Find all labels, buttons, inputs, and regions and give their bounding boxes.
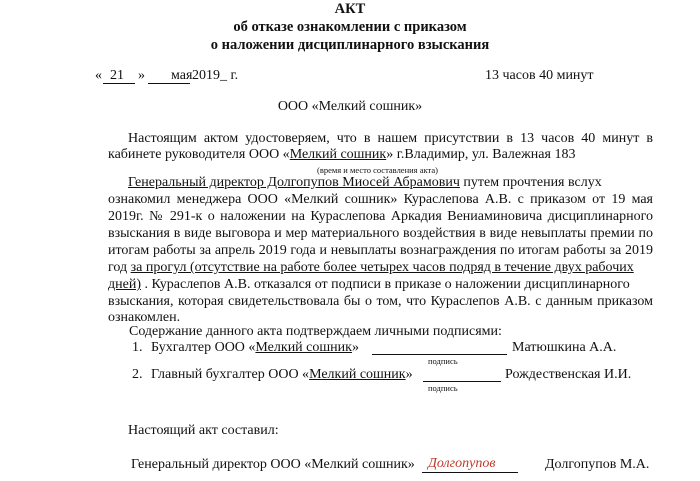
date-day-underline <box>103 83 135 84</box>
signatory2-number: 2. <box>132 367 143 382</box>
signatory2-position: Главный бухгалтер ООО «Мелкий сошник» <box>151 367 413 382</box>
signatory1-position: Бухгалтер ООО «Мелкий сошник» <box>151 340 359 355</box>
paragraph2-line7: дней) . Кураслепов А.В. отказался от подписи в приказе о наложении дисциплинарного <box>108 277 630 292</box>
director-name-underlined: Генеральный директор Долгопупов Миосей Абрамович <box>128 175 460 190</box>
doc-subtitle-line1: об отказе ознакомлении с приказом <box>233 19 467 35</box>
signatory1-number: 1. <box>132 340 143 355</box>
author-name: Долгопупов М.А. <box>545 457 650 472</box>
date-month: мая <box>171 68 193 83</box>
absence-reason-end-underlined: дней) <box>108 277 141 292</box>
composed-by-label: Настоящий акт составил: <box>128 423 279 438</box>
date-close-quote: » <box>138 68 145 83</box>
author-position: Генеральный директор ООО «Мелкий сошник» <box>131 457 415 472</box>
paragraph2-line5: итогам работы за апрель 2019 года и невыплаты вознаграждения по итогам работы за 2019 <box>108 243 653 258</box>
paragraph2-line8: взыскания, которая свидетельствовала бы о том, что Кураслепов А.В. с данным приказом <box>108 294 653 309</box>
signatory1-caption: подпись <box>428 356 458 366</box>
doc-title: АКТ <box>334 1 366 17</box>
paragraph1-line1: Настоящим актом удостоверяем, что в нашем присутствии в 13 часов 40 минут в <box>128 131 653 146</box>
date-month-underline <box>148 83 190 84</box>
author-signature-line <box>422 472 518 473</box>
confirmation-text: Содержание данного акта подтверждаем личными подписями: <box>129 324 502 339</box>
date-time: 13 часов 40 минут <box>485 68 594 83</box>
signatory2-name: Рождественская И.И. <box>505 367 632 382</box>
signatory1-name: Матюшкина А.А. <box>512 340 617 355</box>
absence-reason-underlined: за прогул (отсутствие на работе более четырех часов подряд в течение двух рабочих <box>130 260 634 275</box>
paragraph2-line6: год за прогул (отсутствие на работе более четырех часов подряд в течение двух рабочих <box>108 260 634 275</box>
paragraph1-line2: кабинете руководителя ООО «Мелкий сошник» г.Владимир, ул. Валежная 183 <box>108 147 576 162</box>
signatory1-signature-line <box>372 354 507 355</box>
paragraph2-line3: 2019г. № 291-к о наложении на Кураслепова Аркадия Вениаминовича дисциплинарного <box>108 209 653 224</box>
date-open-quote: « <box>95 68 102 83</box>
doc-subtitle-line2: о наложении дисциплинарного взыскания <box>210 37 490 53</box>
paragraph2-line9: ознакомлен. <box>108 310 181 325</box>
signatory2-signature-line <box>423 381 501 382</box>
date-year: 2019_ г. <box>192 68 239 83</box>
paragraph2-line2: ознакомил менеджера ООО «Мелкий сошник» Кураслепова А.В. с приказом от 19 мая <box>108 192 653 207</box>
signatory2-caption: подпись <box>428 383 458 393</box>
author-signature: Долгопупов <box>428 456 496 471</box>
org-name-underlined: Мелкий сошник <box>289 147 387 162</box>
organization-name: ООО «Мелкий сошник» <box>277 99 423 114</box>
paragraph1-caption: (время и место составления акта) <box>317 165 438 175</box>
paragraph2-line1: Генеральный директор Долгопупов Миосей Абрамович путем прочтения вслух <box>128 175 602 190</box>
date-day: 21 <box>110 68 124 83</box>
paragraph2-line4: взыскания в виде выговора и мер материального воздействия в виде невыплаты премии по <box>108 226 653 241</box>
